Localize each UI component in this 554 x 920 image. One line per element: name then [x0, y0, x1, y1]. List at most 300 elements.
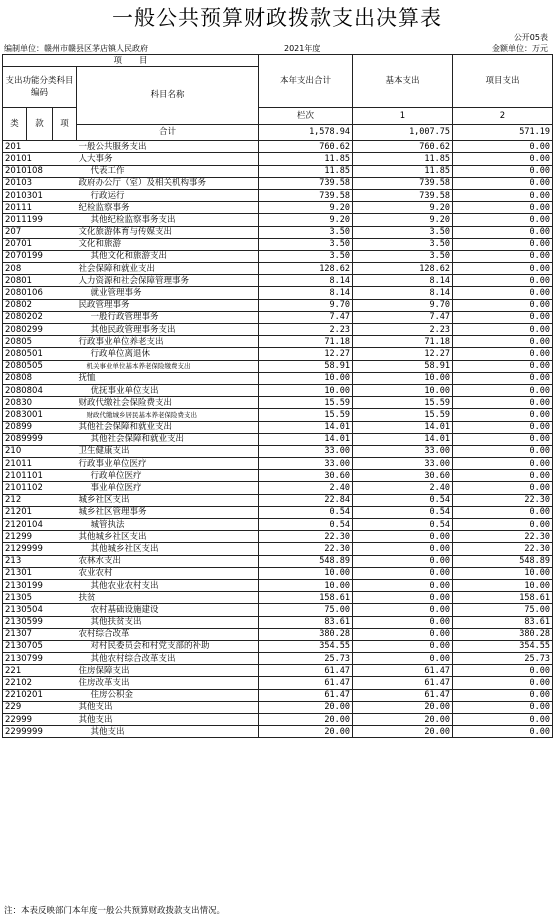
row-total: 14.01 [259, 433, 353, 445]
row-name: 民政管理事务 [77, 299, 259, 311]
table-code: 公开05表 [513, 33, 548, 42]
row-code: 20899 [3, 421, 77, 433]
row-basic: 12.27 [353, 348, 453, 360]
row-project: 380.28 [453, 628, 553, 640]
row-basic: 14.01 [353, 421, 453, 433]
row-basic: 10.00 [353, 372, 453, 384]
row-project: 0.00 [453, 324, 553, 336]
row-basic: 15.59 [353, 397, 453, 409]
table-row [3, 433, 553, 445]
table-row [3, 360, 553, 372]
row-name: 扶贫 [77, 592, 259, 604]
row-name: 住房公积金 [77, 689, 259, 701]
table-row [3, 458, 553, 470]
row-code: 2089999 [3, 433, 77, 445]
row-total: 760.62 [259, 141, 353, 153]
row-project: 0.00 [453, 177, 553, 189]
row-name: 文化和旅游 [77, 238, 259, 250]
table-row [3, 250, 553, 262]
row-total: 15.59 [259, 397, 353, 409]
row-basic: 0.00 [353, 628, 453, 640]
table-row [3, 640, 553, 652]
row-code: 2080202 [3, 311, 77, 323]
row-code: 2130705 [3, 640, 77, 652]
row-code: 2130799 [3, 653, 77, 665]
compiling-unit: 编制单位：赣州市赣县区茅店镇人民政府 [4, 44, 148, 53]
table-row [3, 372, 553, 384]
table-row [3, 726, 553, 738]
row-basic: 58.91 [353, 360, 453, 372]
row-name: 代表工作 [77, 165, 259, 177]
header-lanci: 栏次 [259, 108, 353, 125]
row-project: 158.61 [453, 592, 553, 604]
row-total: 7.47 [259, 311, 353, 323]
row-name: 行政单位离退休 [77, 348, 259, 360]
table-row [3, 275, 553, 287]
table-row [3, 506, 553, 518]
row-project: 0.00 [453, 714, 553, 726]
table-row [3, 579, 553, 591]
row-project: 0.00 [453, 336, 553, 348]
row-total: 9.20 [259, 214, 353, 226]
row-name: 人力资源和社会保障管理事务 [77, 275, 259, 287]
row-code: 2129999 [3, 543, 77, 555]
total-basic: 1,007.75 [353, 124, 453, 141]
row-project: 0.00 [453, 470, 553, 482]
header-project: 项目支出 [453, 55, 553, 108]
row-basic: 3.50 [353, 238, 453, 250]
row-project: 0.00 [453, 409, 553, 421]
row-code: 21307 [3, 628, 77, 640]
row-total: 58.91 [259, 360, 353, 372]
page-title: 一般公共预算财政拨款支出决算表 [112, 6, 442, 30]
row-basic: 0.00 [353, 543, 453, 555]
row-basic: 71.18 [353, 336, 453, 348]
row-name: 社会保障和就业支出 [77, 263, 259, 275]
row-code: 21299 [3, 531, 77, 543]
row-basic: 61.47 [353, 665, 453, 677]
row-code: 21305 [3, 592, 77, 604]
row-code: 2011199 [3, 214, 77, 226]
row-total: 10.00 [259, 384, 353, 396]
row-code: 20701 [3, 238, 77, 250]
table-row [3, 555, 553, 567]
row-name: 其他农村综合改革支出 [77, 653, 259, 665]
row-basic: 9.20 [353, 202, 453, 214]
table-row [3, 421, 553, 433]
row-project: 0.00 [453, 141, 553, 153]
row-code: 20802 [3, 299, 77, 311]
row-name: 抚恤 [77, 372, 259, 384]
row-total: 3.50 [259, 238, 353, 250]
table-row [3, 470, 553, 482]
row-code: 20801 [3, 275, 77, 287]
row-total: 30.60 [259, 470, 353, 482]
row-project: 0.00 [453, 397, 553, 409]
row-code: 2130599 [3, 616, 77, 628]
row-basic: 61.47 [353, 677, 453, 689]
row-total: 20.00 [259, 726, 353, 738]
row-project: 0.00 [453, 263, 553, 275]
table-row [3, 543, 553, 555]
table-row [3, 263, 553, 275]
table-row [3, 287, 553, 299]
row-name: 就业管理事务 [77, 287, 259, 299]
row-basic: 3.50 [353, 250, 453, 262]
row-name: 行政单位医疗 [77, 470, 259, 482]
row-total: 71.18 [259, 336, 353, 348]
row-code: 2080106 [3, 287, 77, 299]
row-total: 10.00 [259, 579, 353, 591]
header-item: 项 目 [3, 55, 259, 67]
row-code: 21011 [3, 458, 77, 470]
table-row [3, 519, 553, 531]
row-name: 城乡社区支出 [77, 494, 259, 506]
row-project: 0.00 [453, 689, 553, 701]
row-total: 0.54 [259, 506, 353, 518]
row-total: 128.62 [259, 263, 353, 275]
row-total: 11.85 [259, 165, 353, 177]
header-lei: 类 [3, 108, 27, 141]
row-basic: 7.47 [353, 311, 453, 323]
table-row [3, 141, 553, 153]
row-name: 其他支出 [77, 726, 259, 738]
row-basic: 0.00 [353, 579, 453, 591]
row-code: 20111 [3, 202, 77, 214]
row-code: 2080505 [3, 360, 77, 372]
row-project: 10.00 [453, 567, 553, 579]
row-name: 事业单位医疗 [77, 482, 259, 494]
row-project: 0.00 [453, 202, 553, 214]
row-code: 2080804 [3, 384, 77, 396]
row-code: 20808 [3, 372, 77, 384]
row-name: 其他文化和旅游支出 [77, 250, 259, 262]
row-name: 文化旅游体育与传媒支出 [77, 226, 259, 238]
table-row [3, 714, 553, 726]
header-func-code: 支出功能分类科目编码 [3, 67, 77, 108]
row-basic: 20.00 [353, 701, 453, 713]
table-row [3, 494, 553, 506]
row-name: 其他纪检监察事务支出 [77, 214, 259, 226]
row-name: 人大事务 [77, 153, 259, 165]
row-name: 政府办公厅（室）及相关机构事务 [77, 177, 259, 189]
row-name: 一般行政管理事务 [77, 311, 259, 323]
table-row [3, 616, 553, 628]
row-project: 0.00 [453, 519, 553, 531]
table-row [3, 604, 553, 616]
header-row-1 [3, 55, 553, 67]
header-kuan: 款 [27, 108, 53, 141]
row-project: 10.00 [453, 579, 553, 591]
row-code: 229 [3, 701, 77, 713]
row-basic: 2.23 [353, 324, 453, 336]
table-row [3, 177, 553, 189]
row-code: 212 [3, 494, 77, 506]
row-basic: 0.00 [353, 531, 453, 543]
row-code: 20830 [3, 397, 77, 409]
row-project: 25.73 [453, 653, 553, 665]
row-total: 61.47 [259, 689, 353, 701]
expenditure-table [2, 54, 553, 738]
row-project: 75.00 [453, 604, 553, 616]
row-basic: 0.00 [353, 616, 453, 628]
row-basic: 0.00 [353, 592, 453, 604]
row-project: 354.55 [453, 640, 553, 652]
row-total: 9.70 [259, 299, 353, 311]
table-row [3, 238, 553, 250]
row-total: 0.54 [259, 519, 353, 531]
row-basic: 739.58 [353, 189, 453, 201]
row-code: 20805 [3, 336, 77, 348]
row-total: 15.59 [259, 409, 353, 421]
table-row [3, 226, 553, 238]
table-row [3, 165, 553, 177]
row-project: 0.00 [453, 189, 553, 201]
row-basic: 10.00 [353, 384, 453, 396]
row-total: 33.00 [259, 445, 353, 457]
row-name: 其他城乡社区支出 [77, 543, 259, 555]
row-total: 20.00 [259, 714, 353, 726]
row-name: 其他城乡社区支出 [77, 531, 259, 543]
row-basic: 9.70 [353, 299, 453, 311]
row-code: 2010108 [3, 165, 77, 177]
table-row [3, 348, 553, 360]
table-row [3, 567, 553, 579]
row-basic: 11.85 [353, 165, 453, 177]
row-project: 22.30 [453, 543, 553, 555]
row-name: 卫生健康支出 [77, 445, 259, 457]
row-code: 2080299 [3, 324, 77, 336]
row-total: 14.01 [259, 421, 353, 433]
row-basic: 8.14 [353, 287, 453, 299]
row-name: 行政事业单位医疗 [77, 458, 259, 470]
row-project: 0.00 [453, 701, 553, 713]
row-project: 0.00 [453, 287, 553, 299]
row-project: 0.00 [453, 677, 553, 689]
row-project: 0.00 [453, 458, 553, 470]
row-total: 8.14 [259, 287, 353, 299]
col-num-1: 1 [353, 108, 453, 125]
footnote: 注：本表反映部门本年度一般公共预算财政拨款支出情况。 [4, 906, 226, 916]
row-code: 21201 [3, 506, 77, 518]
heji-label: 合计 [77, 124, 259, 141]
row-total: 158.61 [259, 592, 353, 604]
row-name: 行政运行 [77, 189, 259, 201]
row-name: 农林水支出 [77, 555, 259, 567]
table-row [3, 299, 553, 311]
row-code: 207 [3, 226, 77, 238]
row-basic: 30.60 [353, 470, 453, 482]
row-basic: 9.20 [353, 214, 453, 226]
row-total: 33.00 [259, 458, 353, 470]
header-name: 科目名称 [77, 67, 259, 125]
row-total: 83.61 [259, 616, 353, 628]
table-row [3, 409, 553, 421]
row-basic: 0.54 [353, 494, 453, 506]
table-row [3, 202, 553, 214]
row-code: 22999 [3, 714, 77, 726]
row-basic: 2.40 [353, 482, 453, 494]
row-code: 201 [3, 141, 77, 153]
row-total: 25.73 [259, 653, 353, 665]
row-name: 其他支出 [77, 701, 259, 713]
row-project: 0.00 [453, 726, 553, 738]
row-project: 0.00 [453, 482, 553, 494]
row-basic: 0.54 [353, 506, 453, 518]
table-row [3, 336, 553, 348]
row-name: 优抚事业单位支出 [77, 384, 259, 396]
row-name: 其他民政管理事务支出 [77, 324, 259, 336]
row-code: 210 [3, 445, 77, 457]
row-total: 9.20 [259, 202, 353, 214]
row-total: 8.14 [259, 275, 353, 287]
row-basic: 739.58 [353, 177, 453, 189]
table-row [3, 311, 553, 323]
row-project: 0.00 [453, 360, 553, 372]
row-basic: 33.00 [353, 445, 453, 457]
table-row [3, 531, 553, 543]
row-name: 对村民委员会和村党支部的补助 [77, 640, 259, 652]
row-code: 213 [3, 555, 77, 567]
row-basic: 8.14 [353, 275, 453, 287]
row-code: 2080501 [3, 348, 77, 360]
row-name: 其他支出 [77, 714, 259, 726]
row-code: 22102 [3, 677, 77, 689]
row-name: 住房改革支出 [77, 677, 259, 689]
row-total: 10.00 [259, 567, 353, 579]
table-row [3, 482, 553, 494]
row-basic: 0.00 [353, 567, 453, 579]
row-project: 0.00 [453, 153, 553, 165]
row-total: 12.27 [259, 348, 353, 360]
total-project: 571.19 [453, 124, 553, 141]
row-project: 0.00 [453, 348, 553, 360]
row-code: 2101101 [3, 470, 77, 482]
table-row [3, 214, 553, 226]
row-name: 行政事业单位养老支出 [77, 336, 259, 348]
row-code: 2210201 [3, 689, 77, 701]
row-project: 22.30 [453, 531, 553, 543]
row-code: 2101102 [3, 482, 77, 494]
table-row [3, 677, 553, 689]
row-basic: 0.00 [353, 640, 453, 652]
row-basic: 128.62 [353, 263, 453, 275]
row-basic: 20.00 [353, 726, 453, 738]
row-project: 0.00 [453, 250, 553, 262]
row-total: 354.55 [259, 640, 353, 652]
row-code: 221 [3, 665, 77, 677]
row-name: 农业农村 [77, 567, 259, 579]
row-project: 0.00 [453, 165, 553, 177]
row-name: 其他社会保障和就业支出 [77, 421, 259, 433]
row-name: 城管执法 [77, 519, 259, 531]
table-row [3, 653, 553, 665]
row-project: 0.00 [453, 445, 553, 457]
header-basic: 基本支出 [353, 55, 453, 108]
row-basic: 33.00 [353, 458, 453, 470]
row-project: 0.00 [453, 238, 553, 250]
table-row [3, 592, 553, 604]
row-basic: 20.00 [353, 714, 453, 726]
table-row [3, 689, 553, 701]
row-code: 2120104 [3, 519, 77, 531]
row-basic: 760.62 [353, 141, 453, 153]
row-name: 财政代缴社会保险费支出 [77, 397, 259, 409]
row-total: 2.23 [259, 324, 353, 336]
table-row [3, 189, 553, 201]
row-project: 83.61 [453, 616, 553, 628]
row-project: 0.00 [453, 665, 553, 677]
row-basic: 14.01 [353, 433, 453, 445]
table-row [3, 445, 553, 457]
row-code: 2130504 [3, 604, 77, 616]
row-total: 75.00 [259, 604, 353, 616]
row-code: 2083001 [3, 409, 77, 421]
row-total: 3.50 [259, 226, 353, 238]
row-name: 农村基础设施建设 [77, 604, 259, 616]
row-total: 22.30 [259, 543, 353, 555]
table-row [3, 397, 553, 409]
table-row [3, 384, 553, 396]
row-basic: 61.47 [353, 689, 453, 701]
row-name: 一般公共服务支出 [77, 141, 259, 153]
row-name: 机关事业单位基本养老保险缴费支出 [77, 360, 259, 372]
row-total: 61.47 [259, 665, 353, 677]
row-code: 20103 [3, 177, 77, 189]
row-name: 财政代缴城乡居民基本养老保险费支出 [77, 409, 259, 421]
row-total: 10.00 [259, 372, 353, 384]
fiscal-year: 2021年度 [284, 44, 321, 53]
col-num-2: 2 [453, 108, 553, 125]
row-code: 21301 [3, 567, 77, 579]
row-project: 0.00 [453, 433, 553, 445]
row-name: 农村综合改革 [77, 628, 259, 640]
row-project: 0.00 [453, 299, 553, 311]
row-basic: 0.00 [353, 653, 453, 665]
total-row [3, 124, 553, 141]
row-code: 20101 [3, 153, 77, 165]
row-code: 2130199 [3, 579, 77, 591]
row-project: 0.00 [453, 372, 553, 384]
row-name: 纪检监察事务 [77, 202, 259, 214]
row-project: 0.00 [453, 506, 553, 518]
row-project: 0.00 [453, 421, 553, 433]
row-name: 其他扶贫支出 [77, 616, 259, 628]
row-total: 2.40 [259, 482, 353, 494]
row-code: 2010301 [3, 189, 77, 201]
table-row [3, 153, 553, 165]
row-project: 0.00 [453, 275, 553, 287]
row-total: 22.30 [259, 531, 353, 543]
row-project: 0.00 [453, 384, 553, 396]
row-name: 城乡社区管理事务 [77, 506, 259, 518]
row-basic: 11.85 [353, 153, 453, 165]
row-total: 3.50 [259, 250, 353, 262]
amount-unit: 金额单位：万元 [492, 44, 548, 53]
row-code: 2070199 [3, 250, 77, 262]
row-basic: 0.54 [353, 519, 453, 531]
row-basic: 15.59 [353, 409, 453, 421]
row-total: 548.89 [259, 555, 353, 567]
header-xiang: 项 [53, 108, 77, 141]
row-basic: 3.50 [353, 226, 453, 238]
row-total: 61.47 [259, 677, 353, 689]
row-project: 0.00 [453, 311, 553, 323]
row-basic: 0.00 [353, 555, 453, 567]
table-row [3, 665, 553, 677]
row-name: 其他社会保障和就业支出 [77, 433, 259, 445]
row-name: 住房保障支出 [77, 665, 259, 677]
